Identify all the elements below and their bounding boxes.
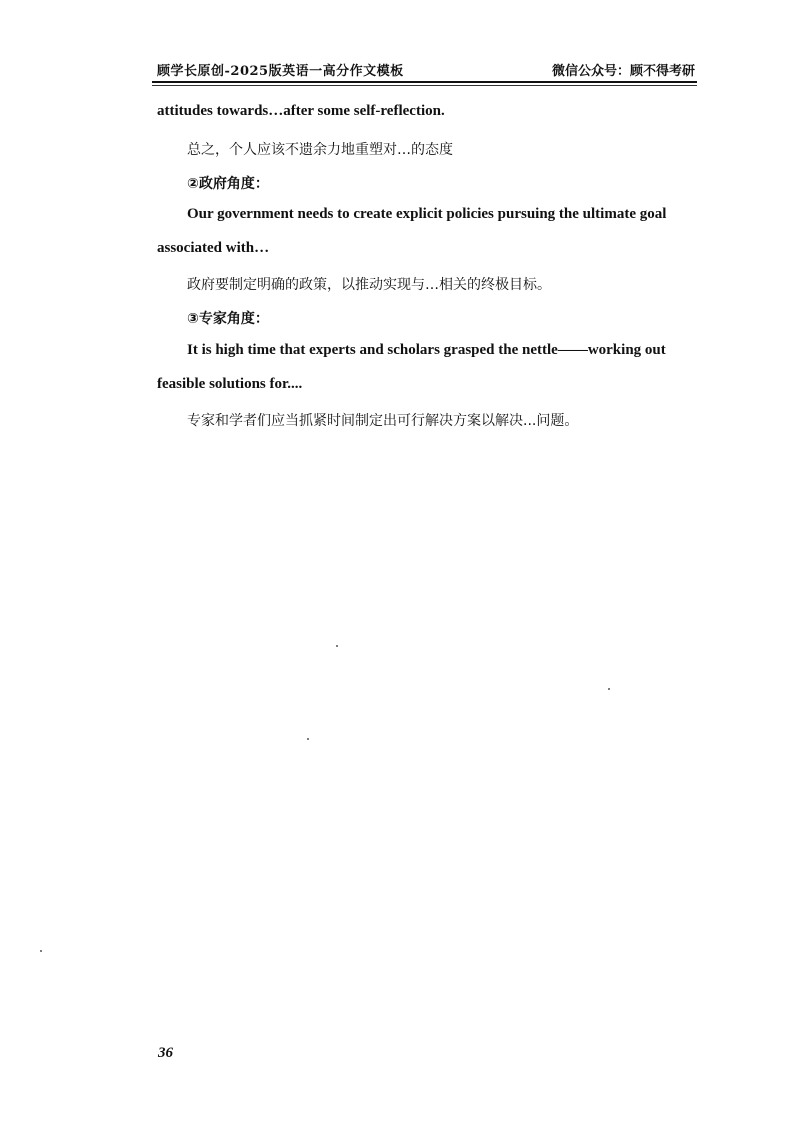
header-rule-thick [152,81,697,83]
scan-speck [608,688,610,690]
en-line-experts-1: It is high time that experts and scholars grasped the nettle——working out [187,342,666,358]
header-title: 顾学长原创-2025版英语一高分作文模板 [157,64,404,79]
zh-translation-government: 政府要制定明确的政策，以推动实现与…相关的终极目标。 [187,277,551,293]
zh-translation-experts: 专家和学者们应当抓紧时间制定出可行解决方案以解决...问题。 [187,413,579,429]
scan-speck [307,738,309,740]
header-wechat: 微信公众号：顾不得考研 [551,64,695,79]
heading-experts: ③专家角度： [187,311,269,327]
zh-translation-individual: 总之，个人应该不遗余力地重塑对…的态度 [187,142,453,158]
scan-speck [336,645,338,647]
en-line-government-1: Our government needs to create explicit policies pursuing the ultimate goal [187,206,667,222]
page-number: 36 [158,1045,173,1061]
header-rule-thin [152,85,697,86]
en-line-government-2: associated with… [157,240,270,256]
heading-government: ②政府角度： [187,176,269,192]
en-line-experts-2: feasible solutions for.... [157,376,303,392]
scan-speck [40,950,42,952]
en-line-continuation: attitudes towards…after some self-reflection. [157,103,445,119]
